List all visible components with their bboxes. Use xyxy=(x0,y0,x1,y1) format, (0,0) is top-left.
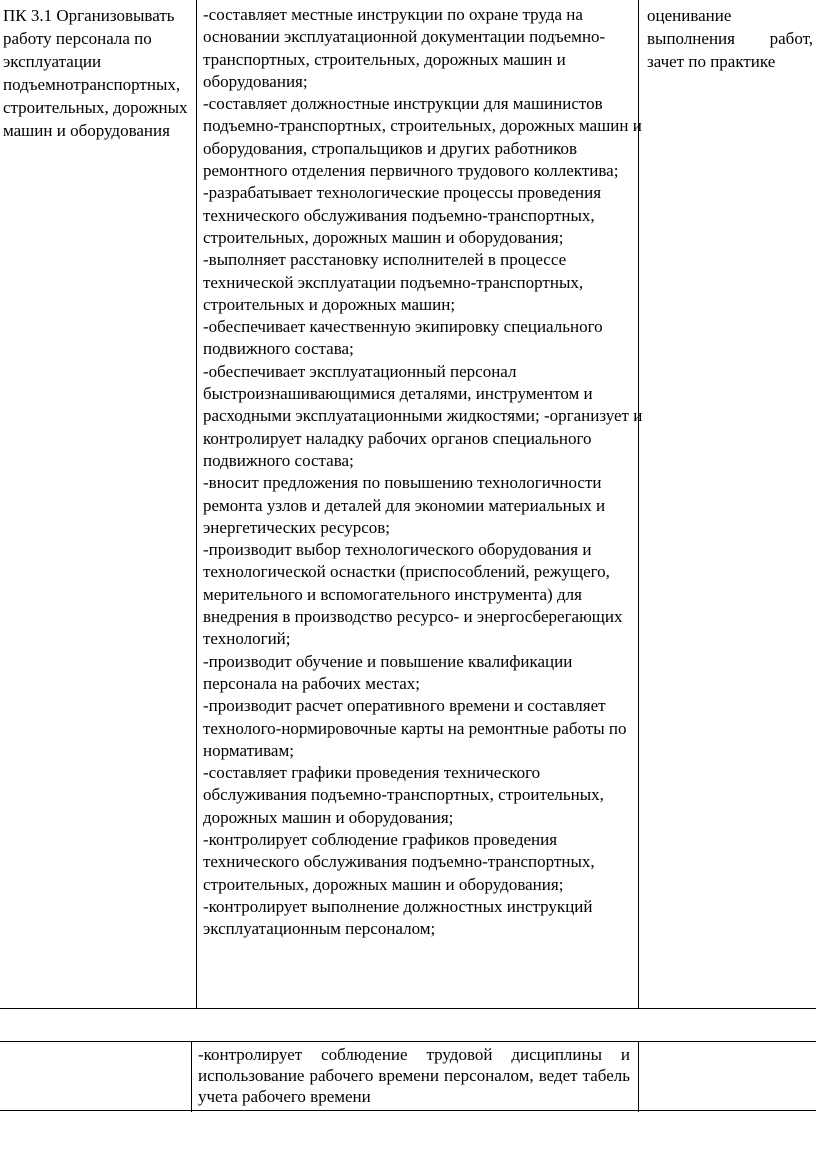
column-divider xyxy=(196,0,197,1009)
indicator-item: -производит выбор технологического оборудования и технологической оснастки (приспособлений, режущего, мерительного и вспомогательного инструмента) для внедрения в производство ресурсо- и энергосберегающих технологий; xyxy=(203,540,623,649)
indicator-item: -вносит предложения по повышению технологичности ремонта узлов и деталей для экономии материальных и энергетических ресурсов; xyxy=(203,473,606,537)
competency-cell: ПК 3.1 Организовывать работу персонала по эксплуатации подъемнотранспортных, строительных, дорожных машин и оборудования xyxy=(3,6,188,140)
indicator-item: -разрабатывает технологические процессы проведения технического обслуживания подъемно-транспортных, строительных, дорожных машин и оборудования; -выполняет расстановку исполнителей в процессе технической эксплуатации подъемно-транспортных, строительных и дорожных машин; xyxy=(203,183,602,314)
indicators-cell xyxy=(203,0,643,940)
indicator-item: -обеспечивает качественную экипировку специального подвижного состава; xyxy=(203,317,603,359)
continuation-table xyxy=(0,1041,816,1111)
indicator-item: -контролирует соблюдение трудовой дисциплины и использование рабочего времени персоналом, ведет табель учета рабочего времени xyxy=(198,1045,630,1106)
indicator-item: -производит расчет оперативного времени и составляет технолого-нормировочные карты на ремонтные работы по нормативам; xyxy=(203,696,627,760)
indicator-item: -контролирует соблюдение графиков проведения технического обслуживания подъемно-транспортных, строительных, дорожных машин и оборудования; -контролирует выполнение должностных инструкций эксплуатационным персоналом; xyxy=(203,829,595,939)
indicator-item: -составляет графики проведения технического обслуживания подъемно-транспортных, строительных, дорожных машин и оборудования; xyxy=(203,763,604,827)
column-divider xyxy=(638,1042,639,1112)
column-divider xyxy=(191,1042,192,1112)
indicator-item: -составляет должностные инструкции для машинистов подъемно-транспортных, строительных, дорожных машин и оборудования, стропальщиков и других работников ремонтного отделения первичного трудового коллектива; xyxy=(203,94,642,181)
assessment-cell: оценивание выполнения работ, зачет по практике xyxy=(647,6,813,71)
indicator-item: -составляет местные инструкции по охране труда на основании эксплуатационной документации подъемно-транспортных, строительных, дорожных машин и оборудования; xyxy=(203,5,606,91)
indicator-item: -производит обучение и повышение квалификации персонала на рабочих местах; xyxy=(203,651,573,693)
indicator-item: -обеспечивает эксплуатационный персонал быстроизнашивающимися деталями, инструментом и расходными эксплуатационными жидкостями; -организует и контролирует наладку рабочих органов специального подвижного состава; xyxy=(203,361,643,470)
